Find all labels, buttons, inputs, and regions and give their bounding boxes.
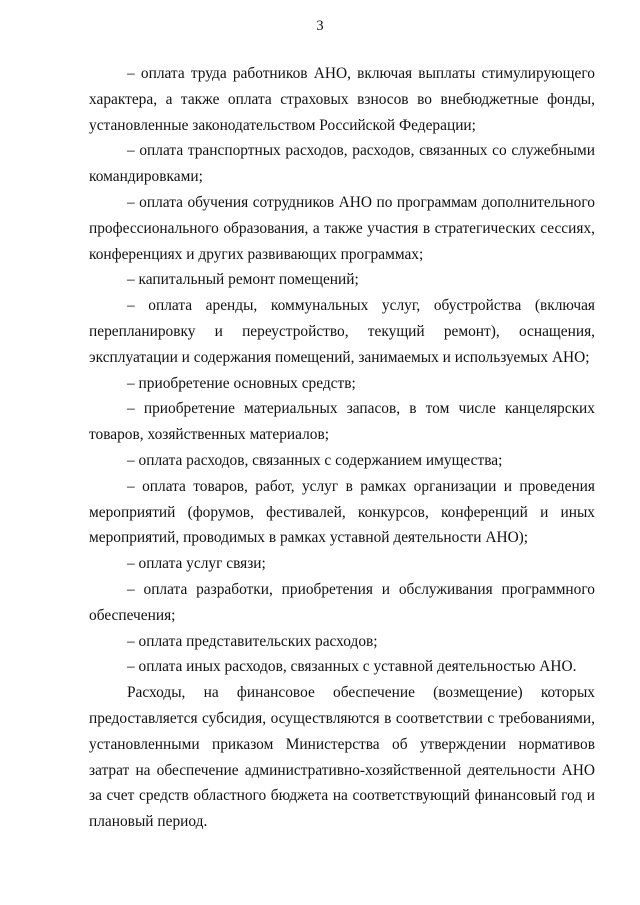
list-item-rent-utilities: – оплата аренды, коммунальных услуг, обустройства (включая перепланировку и переустройство, текущий ремонт), оснащения, эксплуатации и содержания помещений, занимаемых и используемых АНО;: [89, 297, 595, 366]
list-item-fixed-assets: – приобретение основных средств;: [127, 374, 356, 392]
list-item-staff-training: – оплата обучения сотрудников АНО по программам дополнительного профессионального образования, а также участия в стратегических сессиях, конференциях и других развивающих программах;: [89, 193, 595, 263]
list-item-communication: – оплата услуг связи;: [127, 555, 266, 573]
list-item-representation: – оплата представительских расходов;: [127, 632, 378, 650]
page-number: 3: [316, 18, 324, 34]
list-item-labor-costs: – оплата труда работников АНО, включая выплаты стимулирующего характера, а также оплата страховых взносов во внебюджетные фонды, установленные законодательством Российской Федерации;: [89, 65, 595, 134]
document-body: [89, 61, 595, 835]
list-item-events: – оплата товаров, работ, услуг в рамках организации и проведения мероприятий (форумов, фестивалей, конкурсов, конференций и иных мероприятий, проводимых в рамках уставной деятельности АНО);: [89, 477, 595, 547]
list-item-software: – оплата разработки, приобретения и обслуживания программного обеспечения;: [89, 580, 595, 624]
list-item-capital-repair: – капитальный ремонт помещений;: [127, 271, 359, 289]
list-item-transport-costs: – оплата транспортных расходов, расходов, связанных со служебными командировками;: [89, 142, 595, 186]
closing-paragraph: Расходы, на финансовое обеспечение (возмещение) которых предоставляется субсидия, осуществляются в соответствии с требованиями, установленными приказом Министерства об утверждении нормативов затрат на обеспечение административно-хозяйственной деятельности АНО за счет средств областного бюджета на соответствующий финансовый год и плановый период.: [89, 684, 595, 831]
list-item-property-maintenance: – оплата расходов, связанных с содержанием имущества;: [127, 451, 503, 469]
list-item-other-costs: – оплата иных расходов, связанных с уставной деятельностью АНО.: [127, 658, 577, 676]
list-item-material-supplies: – приобретение материальных запасов, в том числе канцелярских товаров, хозяйственных материалов;: [89, 400, 595, 444]
